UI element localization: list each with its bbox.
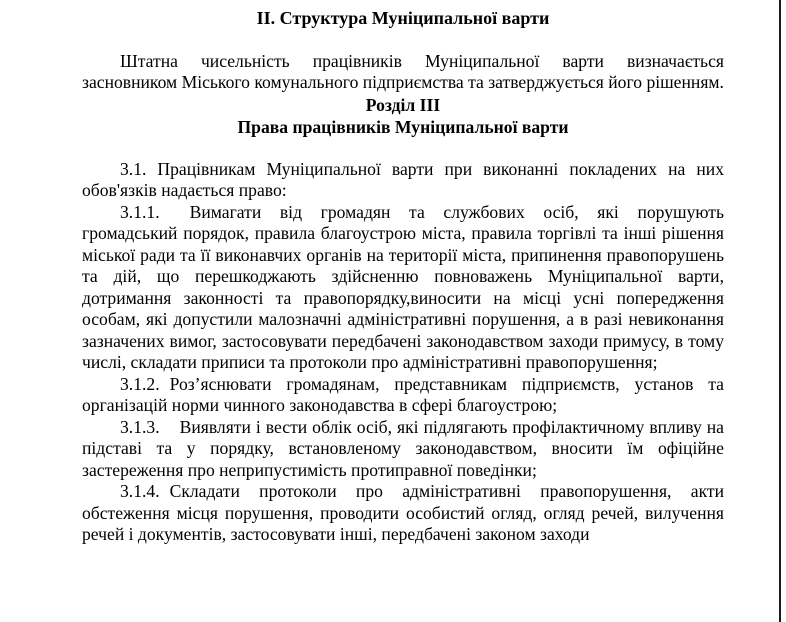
clause-number: 3.1.4. bbox=[120, 481, 160, 501]
section-3-heading bbox=[82, 94, 724, 138]
staffing-paragraph: Штатна чисельність працівників Муніципальної варти визначається засновником Міського комунального підприємства та затверджується його рішенням. bbox=[82, 50, 724, 92]
document-body bbox=[82, 8, 724, 546]
clause-text: Виявляти і вести облік осіб, які підлягають профілактичному впливу на підставі та у порядку, встановленому законодавством, вносити їм офіційне застереження про неприпустимість протиправної поведінки; bbox=[82, 416, 724, 480]
section-2-title: ІІ. Структура Муніципальної варти bbox=[256, 8, 550, 28]
clause-3-1-4 bbox=[82, 481, 724, 546]
clause-number: 3.1.3. bbox=[120, 416, 160, 437]
clause-text: Вимагати від громадян та службових осіб, які порушують громадський порядок, правила благоустрою міста, правила торгівлі та інші рішення міської ради та її виконавчих органів на території міста, припинення правопорушень та дій, що перешкоджають здійсненню повноважень Муніципальної варти, дотримання законності та правопорядку,виносити на місці усні попередження особам, які допустили малозначні адміністративні порушення, а в разі невиконання зазначених вимог, застосовувати передбачені законодавством заходи примусу, в тому числі, складати приписи та протоколи про адміністративні правопорушення; bbox=[82, 201, 724, 372]
section-3-title: Права працівників Муніципальної варти bbox=[237, 116, 569, 137]
clause-3-1-1 bbox=[82, 202, 724, 374]
clause-3-1: 3.1. Працівникам Муніципальної варти при виконанні покладених на них обов'язків надається право: bbox=[82, 158, 724, 200]
page-edge-divider bbox=[779, 0, 781, 622]
clause-number: 3.1.1. bbox=[120, 201, 160, 222]
clause-text: Складати протоколи про адміністративні правопорушення, акти обстеження місця порушення, проводити особистий огляд, огляд речей, вилучення речей і документів, застосовувати інші, передбачені законом заходи bbox=[82, 481, 724, 544]
clause-number: 3.1.2. bbox=[120, 373, 160, 394]
section-3-label: Розділ ІІІ bbox=[365, 94, 441, 115]
clause-3-1-2 bbox=[82, 374, 724, 417]
clause-text: Роз’яснювати громадянам, представникам підприємств, установ та організацій норми чинного законодавства в сфері благоустрою; bbox=[82, 373, 724, 415]
clause-3-1-3 bbox=[82, 417, 724, 482]
